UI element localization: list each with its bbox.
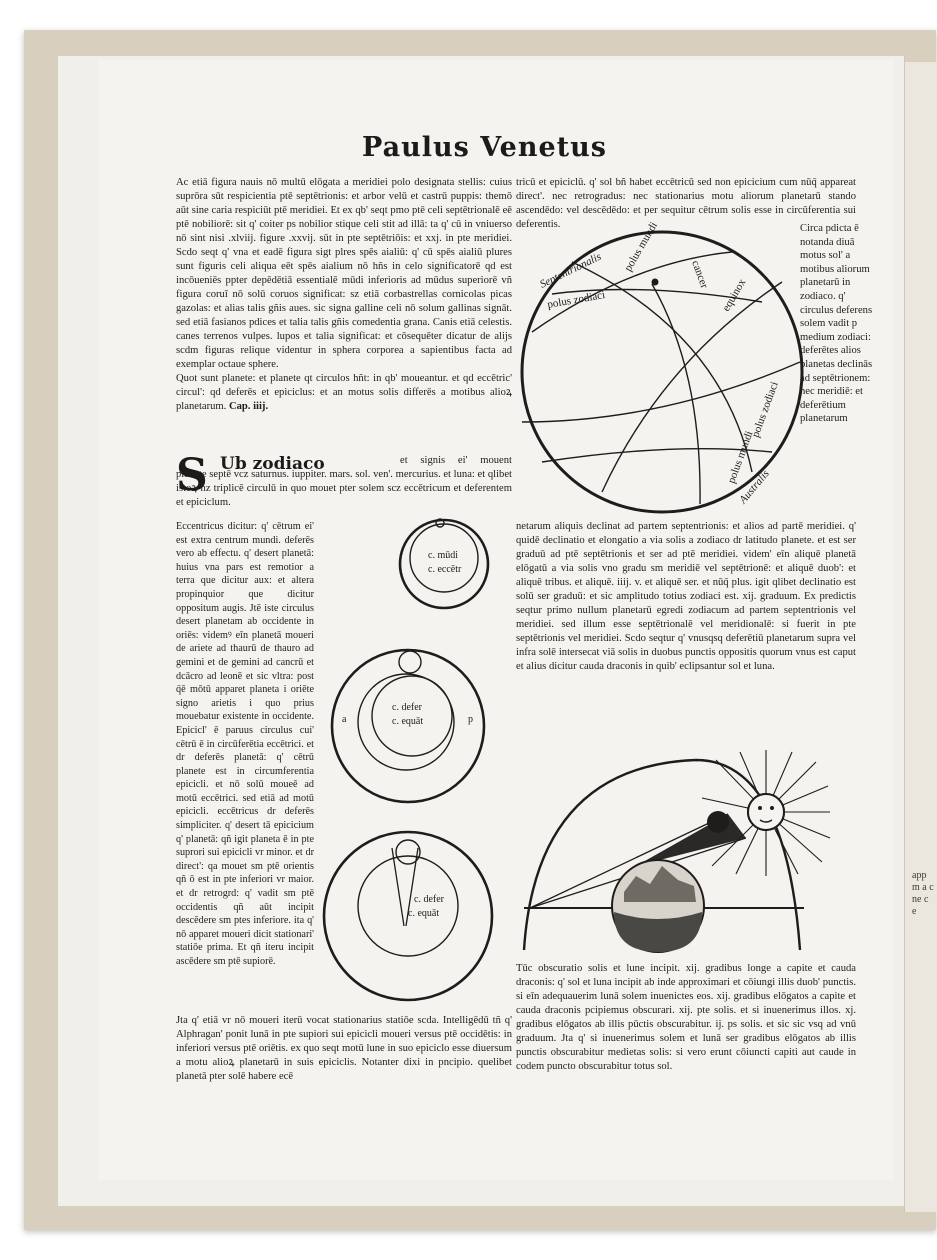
label-polus-mundi-2: polus mundi xyxy=(725,429,756,486)
sphere-arc-6 xyxy=(602,282,782,492)
eccentric-diagram xyxy=(384,514,506,610)
label-septentrionalis: Septentrionalis xyxy=(538,250,604,291)
right-column-bottom xyxy=(516,962,856,1098)
right-top-paragraph: tricū et epiciclū. q' sol bñ habet eccētricū sed non epicicium cum nūq̄ appareat direct'. nec retrogradus: nec stationarius motu aliorum planetarū stando ascendēdo: vel descēdēdo: et per sequitur cētrum solis esse in circūferentia sui deferentis. xyxy=(516,177,856,230)
label-p: p xyxy=(468,714,473,725)
sun-inner xyxy=(748,794,784,830)
facing-page-text: app m a c ne c e xyxy=(912,870,934,917)
deferent-diagram xyxy=(318,640,498,806)
opening-paragraph: et signis ei' mouent planete septē vcz saturnus. iuppiter. mars. sol. ven'. mercurius. et luna: et qlibet istoꝝ hz triplicē circulū in quo mouet pter solem scz eccētricum et deferentem et epiciclum. xyxy=(176,455,512,508)
right-bottom-paragraph: Tūc obscuratio solis et lune incipit. xij. gradibus longe a capite et cauda draconis: q' sol et luna incipit ab inde approximari et cōiungi illis duob' punctis. si eīn adequauerim lunā solem inuenictes eos. xij. gradibus elōgatos a capite et cauda draconis pcipiemus obscurari. xij. pte solis. et si inuenerimus illos. xj. gradibus elōgatos ab illis pūctis obscurabitur. ij. ps solis. et sic sic vsq ad vnū graduum. Jta q' si inuenerimus solem et lunā ser gradibus elōgatos ab illis punctis obscurabitur medietas solis: si vero erunt cōiuncti capiti aut caude in codem puncto obscurabitur totus sol. xyxy=(516,963,856,1072)
question-text: Quot sunt planete: et planete qt circulos hñt: in qb' moueantur. et qd eccētric' circul': qd deferēs et epiciclus: et an motus solis differēs a motibus alioꝝ planetarum. xyxy=(176,373,512,412)
label-c-defer-3: c. defer xyxy=(414,894,444,905)
label-c-equant: c. equāt xyxy=(392,716,424,727)
sun-eye-right xyxy=(770,806,774,810)
label-australis: Australis xyxy=(737,467,772,506)
label-cancer: cancer xyxy=(689,258,711,290)
left-column-bottom xyxy=(176,1014,512,1096)
label-a: a xyxy=(342,714,347,725)
label-polus-mundi: polus mundi xyxy=(622,220,660,274)
narrow-paragraph: Eccentricus dicitur: q' cētrum ei' est extra centrum mundi. deferēs vero ab effectu. q' desert planetā: huius vna pars est remotior a terra que dicitur aux: et altera propinquior que dicitur oppositum augis. Jtē iste circulus desert planetam ab occidente in oriēs: videmꝰ eīn planetā moueri de ariete ad thaurū de thauro ad gemini et de gemini ad cancrū et dcācro ad leonē et sic vltra: post q̄ē mōtū apparet planeta i oriēte signo arietis i quo prius mouebatur existente in occidente. Epicicl' ē paruus circulus cui' cētrū ē in circūferētia eccētrici. et dr deferēs planetā: q' cētrū planete est in circumferentia epicicli. et nō solū moueē ad motū eccētrici. sed etiā ad motū epicicli. eccētricus dr deferēs simpliciter. q' desert tā epicicium q' planetā: qñ igit planeta ē in pte suprori sui epicicli vr minor. et dr direct': qa mouet sm ptē orientis qñ ō est in pte inferiori vr maior. et dr retrogrd: q' vadit sm ptē occidentis qñ aūt incipit descēdere sm ptes inferiore. ita q' nō apparet moueri dicit stationari' statiōe prima. Et qñ iteru incipit ascēdere sm ptē supiorē. xyxy=(176,521,314,967)
label-c-equant-3: c. equāt xyxy=(408,908,440,919)
side-note: Circa pdicta ē notanda diuā motus sol' a motibus aliorum planetarū in zodiaco. q' circulus deferens solem vadit p medium zodiaci: deferētes alios planetas declinās ad septētrionem: nec meridiē: et deferētium planetarum xyxy=(800,223,873,425)
section-heading: Ub zodiaco xyxy=(220,454,325,474)
right-middle-paragraph: netarum aliquis declinat ad partem septentrionis: et alios ad partē meridiei. q' quidē declinatio et elongatio a via solis a zodiaco dr latitudo planete. et est ser graduū ad ptē septētrionis et ser ad ptē meridiei. videm' eīn aliquē planetā elōgatū a via solis vno gradu sm meridiē vel septētrionē: et aliquē duob': et aliquē tribus. et aliquē. iiij. v. et aliquē ser. et nūq̄ plus. igit qlibet declinatio est solū ser graduū: et sic amplitudo totius zodiaci est. xij. graduum. Ex predictis seqtur primo nullum planetarū egredi zodiacum ad partem septentrionis vel meridiei. sed illum esse septētrionalē vel meridionalē: si fuerit in pte septētrionis vel meridiei. Scdo seqtur q' vnusqsq deferētiū planetarum supra vel infra solē intersecat viā solis in duobus punctis oppositis quorum vnus est caput et alius dicitur cauda draconis in quib' eclipsantur sol et luna. xyxy=(516,521,856,672)
epicycle-middle-circle xyxy=(358,856,458,956)
sphere-pole-dot xyxy=(652,279,659,286)
deferent-epicycle xyxy=(399,651,421,673)
facing-page-edge xyxy=(904,62,937,1212)
left-column-intro xyxy=(176,176,512,446)
page-title: Paulus Venetus xyxy=(362,132,607,163)
label-equinox: equinox xyxy=(720,276,749,314)
epicycle-diagram xyxy=(318,826,498,1006)
right-column-middle xyxy=(516,520,856,710)
label-polus-zodiaci: polus zodiaci xyxy=(546,289,606,311)
sphere-diagram xyxy=(512,222,802,512)
label-centrum-mundi: c. mūdi xyxy=(428,550,458,561)
question-paragraph xyxy=(176,372,512,414)
label-centrum-eccentrici: c. eccētr xyxy=(428,564,462,575)
right-column-top xyxy=(516,176,856,230)
label-polus-zodiaci-2: polus zodiaci xyxy=(749,380,781,440)
eclipse-cone xyxy=(636,814,746,866)
chapter-label: Cap. iiij. xyxy=(228,401,269,412)
drop-cap: S xyxy=(176,450,208,501)
label-c-defer: c. defer xyxy=(392,702,422,713)
eclipse-woodcut xyxy=(516,716,836,956)
sun-eye-left xyxy=(758,806,762,810)
bottom-paragraph: Jta q' etiā vr nō moueri iterū vocat stationarius statiōe scda. Intelligēdū tñ q' Alphragan' ponit lunā in pte supiori sui epicicli moueri versus ptē occidētis: in inferiori versus ptē oriētis. ex quo seqt motū lune in suo epiciclo esse diuersum a motu alioꝝ planetarū in suis epiciclis. Notanter dixi in pncipio. quelibet planetā pter solē habere ecē xyxy=(176,1015,512,1082)
left-column-narrow xyxy=(176,520,314,1010)
intro-paragraph: Ac etiā figura nauis nō multū elōgata a meridiei polo designata stellis: cuius suprōra sūt respicientia ptē septētrionis: et arbor velū et castrū puppis: themō aūt sine caria respiciūt ptē meridiei. Et ex qb' seqt pmo ptē celi septētrionalē eē ptē nobiliorē: sit q' coiter ps nobilior stique celi stit ad illā: ta q' cū in vniuerso nō sint nisi .xlviij. figure .xxvij. sūt in pte septētriōis: et xxj. in pte meridiei. Scdo seqt q' vna et eadē figura sigt plres spēs aialiū: q' cū spēs aialiū plures sunt figuris celi aliqua eēt spēs aialium nō hñs in celo significatorē qd est incōueniēs ppter depēdētiā essentialē mūdi inferioris ad mūdus superiorē vñ figura coruī nō solū coruos significat: sz etiā corbastrellas cornicolas picas gazolas: et alias talis gñis aues. sic signa galline celi nō solum gallinas signāt. sed etiā fasianos pdices et talia talis gñis comedentia grana. Canis etiā celestis. canes terrenos vulpes. lupos et talia significat: et cōsequēter dicatur de alijs scdm figuras relique videntur in sphera corporea a sapientibus facta ad exemplar octaue sphere. xyxy=(176,177,512,370)
moon-disc xyxy=(707,811,729,833)
